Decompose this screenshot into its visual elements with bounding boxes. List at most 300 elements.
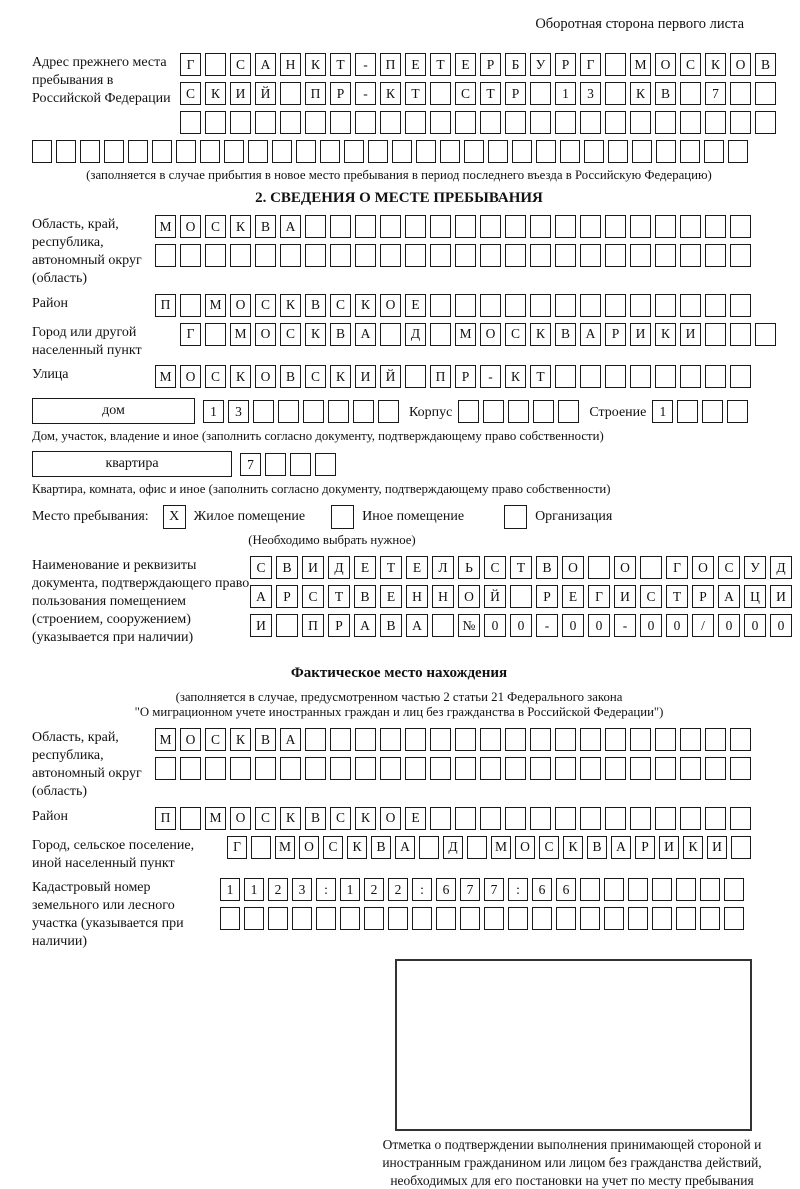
form-cell[interactable] [303, 400, 324, 423]
form-cell[interactable] [180, 294, 201, 317]
form-cell[interactable] [230, 244, 251, 267]
form-cell[interactable]: О [299, 836, 319, 859]
form-cell[interactable]: - [355, 53, 376, 76]
form-cell[interactable] [505, 294, 526, 317]
form-cell[interactable] [405, 365, 426, 388]
form-cell[interactable] [56, 140, 76, 163]
form-cell[interactable]: Г [588, 585, 610, 608]
form-cell[interactable] [180, 807, 201, 830]
form-cell[interactable] [700, 878, 720, 901]
form-cell[interactable] [180, 111, 201, 134]
form-cell[interactable] [580, 244, 601, 267]
form-cell[interactable] [265, 453, 286, 476]
form-cell[interactable] [580, 294, 601, 317]
form-cell[interactable] [676, 878, 696, 901]
form-cell[interactable] [230, 111, 251, 134]
form-cell[interactable] [220, 907, 240, 930]
form-cell[interactable] [655, 294, 676, 317]
form-cell[interactable] [605, 807, 626, 830]
form-cell[interactable] [430, 807, 451, 830]
form-cell[interactable]: А [354, 614, 376, 637]
form-cell[interactable] [680, 215, 701, 238]
form-cell[interactable]: 0 [744, 614, 766, 637]
form-cell[interactable] [655, 244, 676, 267]
form-cell[interactable]: 1 [340, 878, 360, 901]
form-cell[interactable]: 0 [562, 614, 584, 637]
form-cell[interactable] [330, 215, 351, 238]
form-cell[interactable] [640, 556, 662, 579]
form-cell[interactable] [253, 400, 274, 423]
form-cell[interactable] [278, 400, 299, 423]
form-cell[interactable]: 0 [640, 614, 662, 637]
form-cell[interactable] [580, 365, 601, 388]
form-cell[interactable]: - [480, 365, 501, 388]
form-cell[interactable]: 1 [555, 82, 576, 105]
form-cell[interactable]: Й [484, 585, 506, 608]
form-cell[interactable]: М [230, 323, 251, 346]
form-cell[interactable] [580, 757, 601, 780]
form-cell[interactable]: У [530, 53, 551, 76]
form-cell[interactable]: У [744, 556, 766, 579]
form-cell[interactable]: 0 [770, 614, 792, 637]
form-cell[interactable]: И [614, 585, 636, 608]
form-cell[interactable]: 0 [718, 614, 740, 637]
form-cell[interactable]: С [539, 836, 559, 859]
form-cell[interactable] [292, 907, 312, 930]
form-cell[interactable] [510, 585, 532, 608]
form-cell[interactable]: С [718, 556, 740, 579]
form-cell[interactable]: 0 [588, 614, 610, 637]
form-cell[interactable] [630, 728, 651, 751]
form-cell[interactable]: Г [227, 836, 247, 859]
form-cell[interactable]: С [205, 215, 226, 238]
form-cell[interactable]: О [730, 53, 751, 76]
form-cell[interactable] [505, 757, 526, 780]
form-cell[interactable] [280, 757, 301, 780]
form-cell[interactable] [655, 728, 676, 751]
form-cell[interactable]: С [640, 585, 662, 608]
form-cell[interactable] [430, 728, 451, 751]
form-cell[interactable] [380, 215, 401, 238]
form-cell[interactable]: О [380, 294, 401, 317]
form-cell[interactable]: М [630, 53, 651, 76]
form-cell[interactable]: Р [505, 82, 526, 105]
form-cell[interactable] [405, 757, 426, 780]
form-cell[interactable] [555, 244, 576, 267]
form-cell[interactable] [605, 728, 626, 751]
form-cell[interactable] [330, 244, 351, 267]
form-cell[interactable] [315, 453, 336, 476]
form-cell[interactable]: Е [455, 53, 476, 76]
form-cell[interactable] [558, 400, 579, 423]
form-cell[interactable] [405, 244, 426, 267]
form-cell[interactable] [355, 757, 376, 780]
form-cell[interactable]: 1 [652, 400, 673, 423]
form-cell[interactable]: С [205, 728, 226, 751]
form-cell[interactable]: С [505, 323, 526, 346]
form-cell[interactable]: А [580, 323, 601, 346]
form-cell[interactable] [355, 215, 376, 238]
form-cell[interactable] [730, 728, 751, 751]
form-cell[interactable]: 1 [203, 400, 224, 423]
form-cell[interactable] [455, 294, 476, 317]
form-cell[interactable]: Р [635, 836, 655, 859]
form-cell[interactable]: Р [455, 365, 476, 388]
form-cell[interactable] [251, 836, 271, 859]
form-cell[interactable] [530, 757, 551, 780]
form-cell[interactable] [268, 907, 288, 930]
form-cell[interactable] [730, 215, 751, 238]
form-cell[interactable] [724, 878, 744, 901]
form-cell[interactable] [533, 400, 554, 423]
form-cell[interactable]: А [280, 728, 301, 751]
form-cell[interactable]: О [655, 53, 676, 76]
form-cell[interactable] [652, 907, 672, 930]
form-cell[interactable]: К [530, 323, 551, 346]
form-cell[interactable]: А [395, 836, 415, 859]
form-cell[interactable]: С [255, 294, 276, 317]
form-cell[interactable] [730, 365, 751, 388]
form-cell[interactable]: И [630, 323, 651, 346]
form-cell[interactable]: М [455, 323, 476, 346]
form-cell[interactable]: И [355, 365, 376, 388]
form-cell[interactable] [290, 453, 311, 476]
form-cell[interactable] [628, 878, 648, 901]
form-cell[interactable] [508, 907, 528, 930]
form-cell[interactable]: Е [405, 53, 426, 76]
form-cell[interactable] [680, 111, 701, 134]
form-cell[interactable]: Й [255, 82, 276, 105]
form-cell[interactable]: 2 [364, 878, 384, 901]
form-cell[interactable] [680, 807, 701, 830]
form-cell[interactable] [330, 757, 351, 780]
form-cell[interactable] [480, 728, 501, 751]
form-cell[interactable] [378, 400, 399, 423]
form-cell[interactable] [128, 140, 148, 163]
form-cell[interactable]: П [155, 807, 176, 830]
form-cell[interactable] [296, 140, 316, 163]
form-cell[interactable]: : [412, 878, 432, 901]
form-cell[interactable] [205, 111, 226, 134]
form-cell[interactable] [605, 215, 626, 238]
form-cell[interactable]: 0 [666, 614, 688, 637]
form-cell[interactable] [230, 757, 251, 780]
form-cell[interactable]: Е [405, 294, 426, 317]
form-cell[interactable]: К [347, 836, 367, 859]
form-cell[interactable]: Р [692, 585, 714, 608]
form-cell[interactable] [508, 400, 529, 423]
form-cell[interactable]: О [180, 215, 201, 238]
form-cell[interactable] [440, 140, 460, 163]
form-cell[interactable] [530, 294, 551, 317]
form-cell[interactable]: В [255, 215, 276, 238]
form-cell[interactable]: К [230, 728, 251, 751]
form-cell[interactable] [530, 82, 551, 105]
form-cell[interactable] [255, 244, 276, 267]
form-cell[interactable] [330, 728, 351, 751]
form-cell[interactable] [700, 907, 720, 930]
form-cell[interactable] [530, 728, 551, 751]
form-cell[interactable]: В [380, 614, 402, 637]
form-cell[interactable] [380, 728, 401, 751]
form-cell[interactable]: 7 [460, 878, 480, 901]
form-cell[interactable] [305, 757, 326, 780]
form-cell[interactable] [380, 757, 401, 780]
form-cell[interactable] [532, 907, 552, 930]
form-cell[interactable]: В [536, 556, 558, 579]
form-cell[interactable]: О [180, 365, 201, 388]
form-cell[interactable] [755, 82, 776, 105]
form-cell[interactable]: Т [330, 53, 351, 76]
form-cell[interactable] [555, 365, 576, 388]
form-cell[interactable]: Р [276, 585, 298, 608]
form-cell[interactable] [580, 215, 601, 238]
form-cell[interactable]: В [305, 807, 326, 830]
form-cell[interactable]: О [230, 294, 251, 317]
form-cell[interactable]: И [680, 323, 701, 346]
form-cell[interactable]: Е [380, 585, 402, 608]
form-cell[interactable]: В [255, 728, 276, 751]
form-cell[interactable] [305, 215, 326, 238]
form-cell[interactable]: К [630, 82, 651, 105]
form-cell[interactable]: С [180, 82, 201, 105]
form-cell[interactable]: П [430, 365, 451, 388]
form-cell[interactable]: И [230, 82, 251, 105]
form-cell[interactable] [704, 140, 724, 163]
form-cell[interactable] [430, 82, 451, 105]
form-cell[interactable] [455, 215, 476, 238]
form-cell[interactable] [430, 111, 451, 134]
form-cell[interactable] [705, 365, 726, 388]
form-cell[interactable] [580, 907, 600, 930]
form-cell[interactable] [480, 807, 501, 830]
form-cell[interactable]: 1 [244, 878, 264, 901]
form-cell[interactable] [680, 244, 701, 267]
form-cell[interactable] [605, 294, 626, 317]
form-cell[interactable]: К [655, 323, 676, 346]
form-cell[interactable]: № [458, 614, 480, 637]
form-cell[interactable] [224, 140, 244, 163]
form-cell[interactable]: Н [280, 53, 301, 76]
form-cell[interactable]: М [205, 807, 226, 830]
form-cell[interactable]: О [562, 556, 584, 579]
form-cell[interactable] [480, 294, 501, 317]
form-cell[interactable]: 1 [220, 878, 240, 901]
form-cell[interactable] [584, 140, 604, 163]
form-cell[interactable]: С [230, 53, 251, 76]
form-cell[interactable] [512, 140, 532, 163]
form-cell[interactable]: Р [330, 82, 351, 105]
form-cell[interactable]: 2 [388, 878, 408, 901]
form-cell[interactable] [555, 728, 576, 751]
form-cell[interactable] [705, 323, 726, 346]
form-cell[interactable] [702, 400, 723, 423]
form-cell[interactable]: 2 [268, 878, 288, 901]
form-cell[interactable]: Т [666, 585, 688, 608]
form-cell[interactable] [505, 807, 526, 830]
form-cell[interactable] [152, 140, 172, 163]
form-cell[interactable] [432, 614, 454, 637]
form-cell[interactable]: К [355, 294, 376, 317]
form-cell[interactable] [680, 294, 701, 317]
form-cell[interactable]: / [692, 614, 714, 637]
form-cell[interactable] [630, 244, 651, 267]
form-cell[interactable]: В [354, 585, 376, 608]
form-cell[interactable]: Р [480, 53, 501, 76]
form-cell[interactable] [330, 111, 351, 134]
form-cell[interactable]: Т [510, 556, 532, 579]
form-cell[interactable] [355, 111, 376, 134]
form-cell[interactable]: Е [354, 556, 376, 579]
form-cell[interactable] [180, 244, 201, 267]
form-cell[interactable] [705, 757, 726, 780]
form-cell[interactable]: 6 [436, 878, 456, 901]
form-cell[interactable] [530, 244, 551, 267]
form-cell[interactable]: Р [536, 585, 558, 608]
form-cell[interactable] [730, 757, 751, 780]
form-cell[interactable]: О [255, 323, 276, 346]
form-cell[interactable] [419, 836, 439, 859]
form-cell[interactable] [205, 757, 226, 780]
form-cell[interactable] [248, 140, 268, 163]
form-cell[interactable] [608, 140, 628, 163]
form-cell[interactable] [560, 140, 580, 163]
form-cell[interactable] [580, 807, 601, 830]
form-cell[interactable] [176, 140, 196, 163]
form-cell[interactable] [555, 294, 576, 317]
form-cell[interactable] [530, 807, 551, 830]
form-cell[interactable]: Г [580, 53, 601, 76]
form-cell[interactable] [430, 294, 451, 317]
form-cell[interactable] [676, 907, 696, 930]
form-cell[interactable]: В [330, 323, 351, 346]
form-cell[interactable]: С [305, 365, 326, 388]
form-cell[interactable] [555, 807, 576, 830]
form-cell[interactable] [205, 53, 226, 76]
form-cell[interactable]: Т [380, 556, 402, 579]
form-cell[interactable]: К [230, 215, 251, 238]
form-cell[interactable]: И [770, 585, 792, 608]
form-cell[interactable]: Ь [458, 556, 480, 579]
form-cell[interactable]: Т [530, 365, 551, 388]
form-cell[interactable]: К [330, 365, 351, 388]
form-cell[interactable] [505, 215, 526, 238]
form-cell[interactable] [630, 111, 651, 134]
form-cell[interactable] [505, 244, 526, 267]
form-cell[interactable]: 7 [705, 82, 726, 105]
form-cell[interactable] [344, 140, 364, 163]
form-cell[interactable]: О [614, 556, 636, 579]
form-cell[interactable]: Д [405, 323, 426, 346]
form-cell[interactable]: С [255, 807, 276, 830]
form-cell[interactable]: - [614, 614, 636, 637]
form-cell[interactable] [588, 556, 610, 579]
form-cell[interactable] [455, 111, 476, 134]
form-cell[interactable]: В [305, 294, 326, 317]
form-cell[interactable]: Г [666, 556, 688, 579]
form-cell[interactable]: К [563, 836, 583, 859]
form-cell[interactable] [464, 140, 484, 163]
form-cell[interactable]: К [205, 82, 226, 105]
form-cell[interactable] [605, 111, 626, 134]
form-cell[interactable] [655, 215, 676, 238]
form-cell[interactable]: С [280, 323, 301, 346]
form-cell[interactable]: Т [405, 82, 426, 105]
form-cell[interactable] [680, 757, 701, 780]
form-cell[interactable] [280, 244, 301, 267]
form-cell[interactable]: К [280, 807, 301, 830]
form-cell[interactable] [652, 878, 672, 901]
form-cell[interactable] [530, 111, 551, 134]
form-cell[interactable] [340, 907, 360, 930]
form-cell[interactable] [430, 323, 451, 346]
form-cell[interactable]: П [302, 614, 324, 637]
form-cell[interactable]: К [230, 365, 251, 388]
form-cell[interactable] [705, 294, 726, 317]
form-cell[interactable] [455, 728, 476, 751]
form-cell[interactable]: О [515, 836, 535, 859]
form-cell[interactable]: Д [328, 556, 350, 579]
form-cell[interactable] [505, 111, 526, 134]
form-cell[interactable]: : [508, 878, 528, 901]
form-cell[interactable]: Р [555, 53, 576, 76]
form-cell[interactable]: 6 [556, 878, 576, 901]
form-cell[interactable]: П [155, 294, 176, 317]
form-cell[interactable] [731, 836, 751, 859]
form-cell[interactable] [730, 82, 751, 105]
form-cell[interactable] [405, 215, 426, 238]
form-cell[interactable]: 7 [240, 453, 261, 476]
form-cell[interactable] [320, 140, 340, 163]
form-cell[interactable] [380, 323, 401, 346]
form-cell[interactable]: Л [432, 556, 454, 579]
checkbox-other-premises[interactable] [331, 505, 354, 529]
form-cell[interactable]: С [330, 807, 351, 830]
form-cell[interactable] [205, 323, 226, 346]
form-cell[interactable] [632, 140, 652, 163]
form-cell[interactable] [488, 140, 508, 163]
form-cell[interactable] [630, 215, 651, 238]
form-cell[interactable]: 3 [292, 878, 312, 901]
form-cell[interactable]: К [705, 53, 726, 76]
form-cell[interactable]: С [330, 294, 351, 317]
form-cell[interactable]: 0 [484, 614, 506, 637]
form-cell[interactable]: 0 [510, 614, 532, 637]
form-cell[interactable] [604, 907, 624, 930]
form-cell[interactable]: О [458, 585, 480, 608]
form-cell[interactable] [305, 244, 326, 267]
form-cell[interactable]: Т [430, 53, 451, 76]
form-cell[interactable]: В [655, 82, 676, 105]
form-cell[interactable] [705, 728, 726, 751]
form-cell[interactable] [605, 365, 626, 388]
form-cell[interactable] [605, 244, 626, 267]
form-cell[interactable]: К [355, 807, 376, 830]
form-cell[interactable] [530, 215, 551, 238]
form-cell[interactable] [392, 140, 412, 163]
form-cell[interactable]: В [587, 836, 607, 859]
form-cell[interactable] [355, 728, 376, 751]
form-cell[interactable]: С [455, 82, 476, 105]
form-cell[interactable] [730, 244, 751, 267]
form-cell[interactable] [630, 807, 651, 830]
form-cell[interactable] [316, 907, 336, 930]
form-cell[interactable] [80, 140, 100, 163]
form-cell[interactable] [730, 807, 751, 830]
form-cell[interactable]: М [155, 728, 176, 751]
form-cell[interactable]: О [380, 807, 401, 830]
form-cell[interactable] [430, 757, 451, 780]
